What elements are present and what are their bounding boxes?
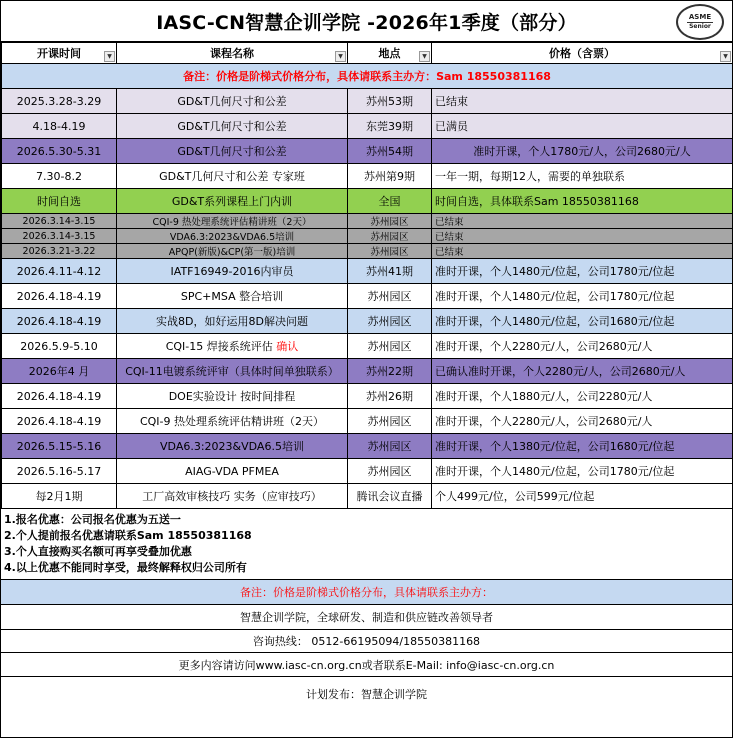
asme-logo bbox=[676, 4, 724, 40]
date-cell: 时间自选 bbox=[2, 189, 117, 214]
date-cell: 4.18-4.19 bbox=[2, 114, 117, 139]
table-row bbox=[2, 189, 733, 214]
table-row bbox=[2, 139, 733, 164]
location-cell: 苏州41期 bbox=[348, 259, 432, 284]
location-cell: 苏州22期 bbox=[348, 359, 432, 384]
date-cell: 2026.4.11-4.12 bbox=[2, 259, 117, 284]
price-cell: 已结束 bbox=[432, 89, 733, 114]
course-cell: GD&T几何尺寸和公差 bbox=[117, 139, 348, 164]
date-cell: 2026.4.18-4.19 bbox=[2, 284, 117, 309]
course-cell: IATF16949-2016内审员 bbox=[117, 259, 348, 284]
footer-intro: 智慧企训学院，全球研发、制造和供应链改善领导者 bbox=[1, 605, 732, 630]
course-cell bbox=[117, 334, 348, 359]
course-cell: APQP(新版)&CP(第一版)培训 bbox=[117, 244, 348, 259]
course-cell: CQI-9 热处理系统评估精讲班（2天） bbox=[117, 214, 348, 229]
table-row bbox=[2, 434, 733, 459]
date-cell: 2025.3.28-3.29 bbox=[2, 89, 117, 114]
table-row bbox=[2, 229, 733, 244]
header-date[interactable]: 开课时间 ▼ bbox=[2, 43, 117, 64]
date-cell: 2026.3.21-3.22 bbox=[2, 244, 117, 259]
banner-note: 备注：价格是阶梯式价格分布，具体请联系主办方：Sam 18550381168 bbox=[2, 64, 733, 89]
table-row bbox=[2, 259, 733, 284]
filter-dropdown-icon[interactable]: ▼ bbox=[720, 51, 731, 62]
footer-publisher: 计划发布：智慧企训学院 bbox=[306, 688, 427, 701]
date-cell: 2026.5.30-5.31 bbox=[2, 139, 117, 164]
date-cell: 每2月1期 bbox=[2, 484, 117, 509]
price-cell: 准时开课，个人1380元/位起，公司1680元/位起 bbox=[432, 434, 733, 459]
table-row bbox=[2, 459, 733, 484]
price-cell: 已结束 bbox=[432, 214, 733, 229]
table-row bbox=[2, 284, 733, 309]
logo-text-top: ASME bbox=[688, 13, 712, 21]
header-price[interactable]: 价格（含票） ▼ bbox=[432, 43, 733, 64]
page-title: IASC-CN智慧企训学院 -2026年1季度（部分） bbox=[156, 11, 577, 34]
price-cell: 已结束 bbox=[432, 244, 733, 259]
price-cell: 准时开课，个人1880元/人，公司2280元/人 bbox=[432, 384, 733, 409]
filter-dropdown-icon[interactable]: ▼ bbox=[335, 51, 346, 62]
table-row bbox=[2, 244, 733, 259]
date-cell: 2026.3.14-3.15 bbox=[2, 214, 117, 229]
header-course[interactable]: 课程名称 ▼ bbox=[117, 43, 348, 64]
course-cell: GD&T几何尺寸和公差 bbox=[117, 114, 348, 139]
table-row bbox=[2, 334, 733, 359]
footer-website[interactable]: 更多内容请访问www.iasc-cn.org.cn或者联系E-Mail: info@iasc-cn.org.cn bbox=[1, 653, 732, 677]
confirm-tag: 确认 bbox=[276, 340, 299, 353]
filter-dropdown-icon[interactable]: ▼ bbox=[104, 51, 115, 62]
course-cell: DOE实验设计 按时间排程 bbox=[117, 384, 348, 409]
location-cell: 苏州26期 bbox=[348, 384, 432, 409]
course-cell: VDA6.3:2023&VDA6.5培训 bbox=[117, 229, 348, 244]
table-row bbox=[2, 359, 733, 384]
note-line: 3.个人直接购买名额可再享受叠加优惠 bbox=[4, 545, 192, 558]
location-cell: 腾讯会议直播 bbox=[348, 484, 432, 509]
discount-notes bbox=[1, 509, 732, 580]
date-cell: 2026.5.16-5.17 bbox=[2, 459, 117, 484]
course-cell: SPC+MSA 整合培训 bbox=[117, 284, 348, 309]
location-cell: 苏州园区 bbox=[348, 459, 432, 484]
price-cell: 已结束 bbox=[432, 229, 733, 244]
table-row bbox=[2, 384, 733, 409]
footer-hotline: 咨询热线： 0512-66195094/18550381168 bbox=[1, 630, 732, 653]
filter-dropdown-icon[interactable]: ▼ bbox=[419, 51, 430, 62]
course-cell: GD&T几何尺寸和公差 bbox=[117, 89, 348, 114]
table-row bbox=[2, 409, 733, 434]
course-cell: 实战8D，如好运用8D解决问题 bbox=[117, 309, 348, 334]
course-cell: GD&T几何尺寸和公差 专家班 bbox=[117, 164, 348, 189]
location-cell: 苏州园区 bbox=[348, 309, 432, 334]
price-cell: 准时开课，个人2280元/人，公司2680元/人 bbox=[432, 409, 733, 434]
course-cell: 工厂高效审核技巧 实务（应审技巧） bbox=[117, 484, 348, 509]
location-cell: 苏州园区 bbox=[348, 334, 432, 359]
course-cell: GD&T系列课程上门内训 bbox=[117, 189, 348, 214]
title-row bbox=[1, 1, 732, 42]
location-cell: 苏州园区 bbox=[348, 214, 432, 229]
date-cell: 2026.4.18-4.19 bbox=[2, 384, 117, 409]
table-row bbox=[2, 164, 733, 189]
table-row bbox=[2, 309, 733, 334]
location-cell: 苏州园区 bbox=[348, 434, 432, 459]
course-table bbox=[1, 42, 733, 509]
course-cell: CQI-11电镀系统评审（具体时间单独联系） bbox=[117, 359, 348, 384]
date-cell: 2026.5.9-5.10 bbox=[2, 334, 117, 359]
price-cell: 准时开课，个人1480元/位起，公司1680元/位起 bbox=[432, 309, 733, 334]
note-line: 4.以上优惠不能同时享受，最终解释权归公司所有 bbox=[4, 561, 247, 574]
table-row bbox=[2, 114, 733, 139]
note-line: 2.个人提前报名优惠请联系Sam 18550381168 bbox=[4, 529, 252, 542]
location-cell: 全国 bbox=[348, 189, 432, 214]
price-cell: 准时开课，个人1480元/位起，公司1780元/位起 bbox=[432, 284, 733, 309]
table-row bbox=[2, 484, 733, 509]
location-cell: 苏州园区 bbox=[348, 244, 432, 259]
course-cell: VDA6.3:2023&VDA6.5培训 bbox=[117, 434, 348, 459]
location-cell: 苏州54期 bbox=[348, 139, 432, 164]
location-cell: 东莞39期 bbox=[348, 114, 432, 139]
date-cell: 2026.4.18-4.19 bbox=[2, 409, 117, 434]
footer bbox=[1, 580, 732, 711]
price-cell: 准时开课，个人1480元/位起，公司1780元/位起 bbox=[432, 259, 733, 284]
location-cell: 苏州园区 bbox=[348, 409, 432, 434]
banner-row bbox=[2, 64, 733, 89]
price-cell: 准时开课，个人1480元/位起，公司1780元/位起 bbox=[432, 459, 733, 484]
header-row bbox=[2, 43, 733, 64]
note-line: 1.报名优惠：公司报名优惠为五送一 bbox=[4, 513, 181, 526]
date-cell: 2026.5.15-5.16 bbox=[2, 434, 117, 459]
price-cell: 已确认准时开课，个人2280元/人，公司2680元/人 bbox=[432, 359, 733, 384]
location-cell: 苏州园区 bbox=[348, 284, 432, 309]
date-cell: 2026.3.14-3.15 bbox=[2, 229, 117, 244]
price-cell: 已满员 bbox=[432, 114, 733, 139]
price-cell: 准时开课，个人2280元/人，公司2680元/人 bbox=[432, 334, 733, 359]
header-location[interactable]: 地点 ▼ bbox=[348, 43, 432, 64]
footer-note: 备注：价格是阶梯式价格分布，具体请联系主办方： bbox=[1, 580, 732, 605]
location-cell: 苏州第9期 bbox=[348, 164, 432, 189]
price-cell: 准时开课，个人1780元/人，公司2680元/人 bbox=[432, 139, 733, 164]
course-name: CQI-15 焊接系统评估 bbox=[165, 340, 273, 353]
course-cell: AIAG-VDA PFMEA bbox=[117, 459, 348, 484]
location-cell: 苏州园区 bbox=[348, 229, 432, 244]
logo-text-bottom: Senior bbox=[689, 23, 711, 30]
course-cell: CQI-9 热处理系统评估精讲班（2天） bbox=[117, 409, 348, 434]
location-cell: 苏州53期 bbox=[348, 89, 432, 114]
price-cell: 时间自选，具体联系Sam 18550381168 bbox=[432, 189, 733, 214]
price-cell: 个人499元/位，公司599元/位起 bbox=[432, 484, 733, 509]
date-cell: 7.30-8.2 bbox=[2, 164, 117, 189]
table-row bbox=[2, 214, 733, 229]
date-cell: 2026.4.18-4.19 bbox=[2, 309, 117, 334]
table-row bbox=[2, 89, 733, 114]
price-cell: 一年一期，每期12人，需要的单独联系 bbox=[432, 164, 733, 189]
date-cell: 2026年4 月 bbox=[2, 359, 117, 384]
